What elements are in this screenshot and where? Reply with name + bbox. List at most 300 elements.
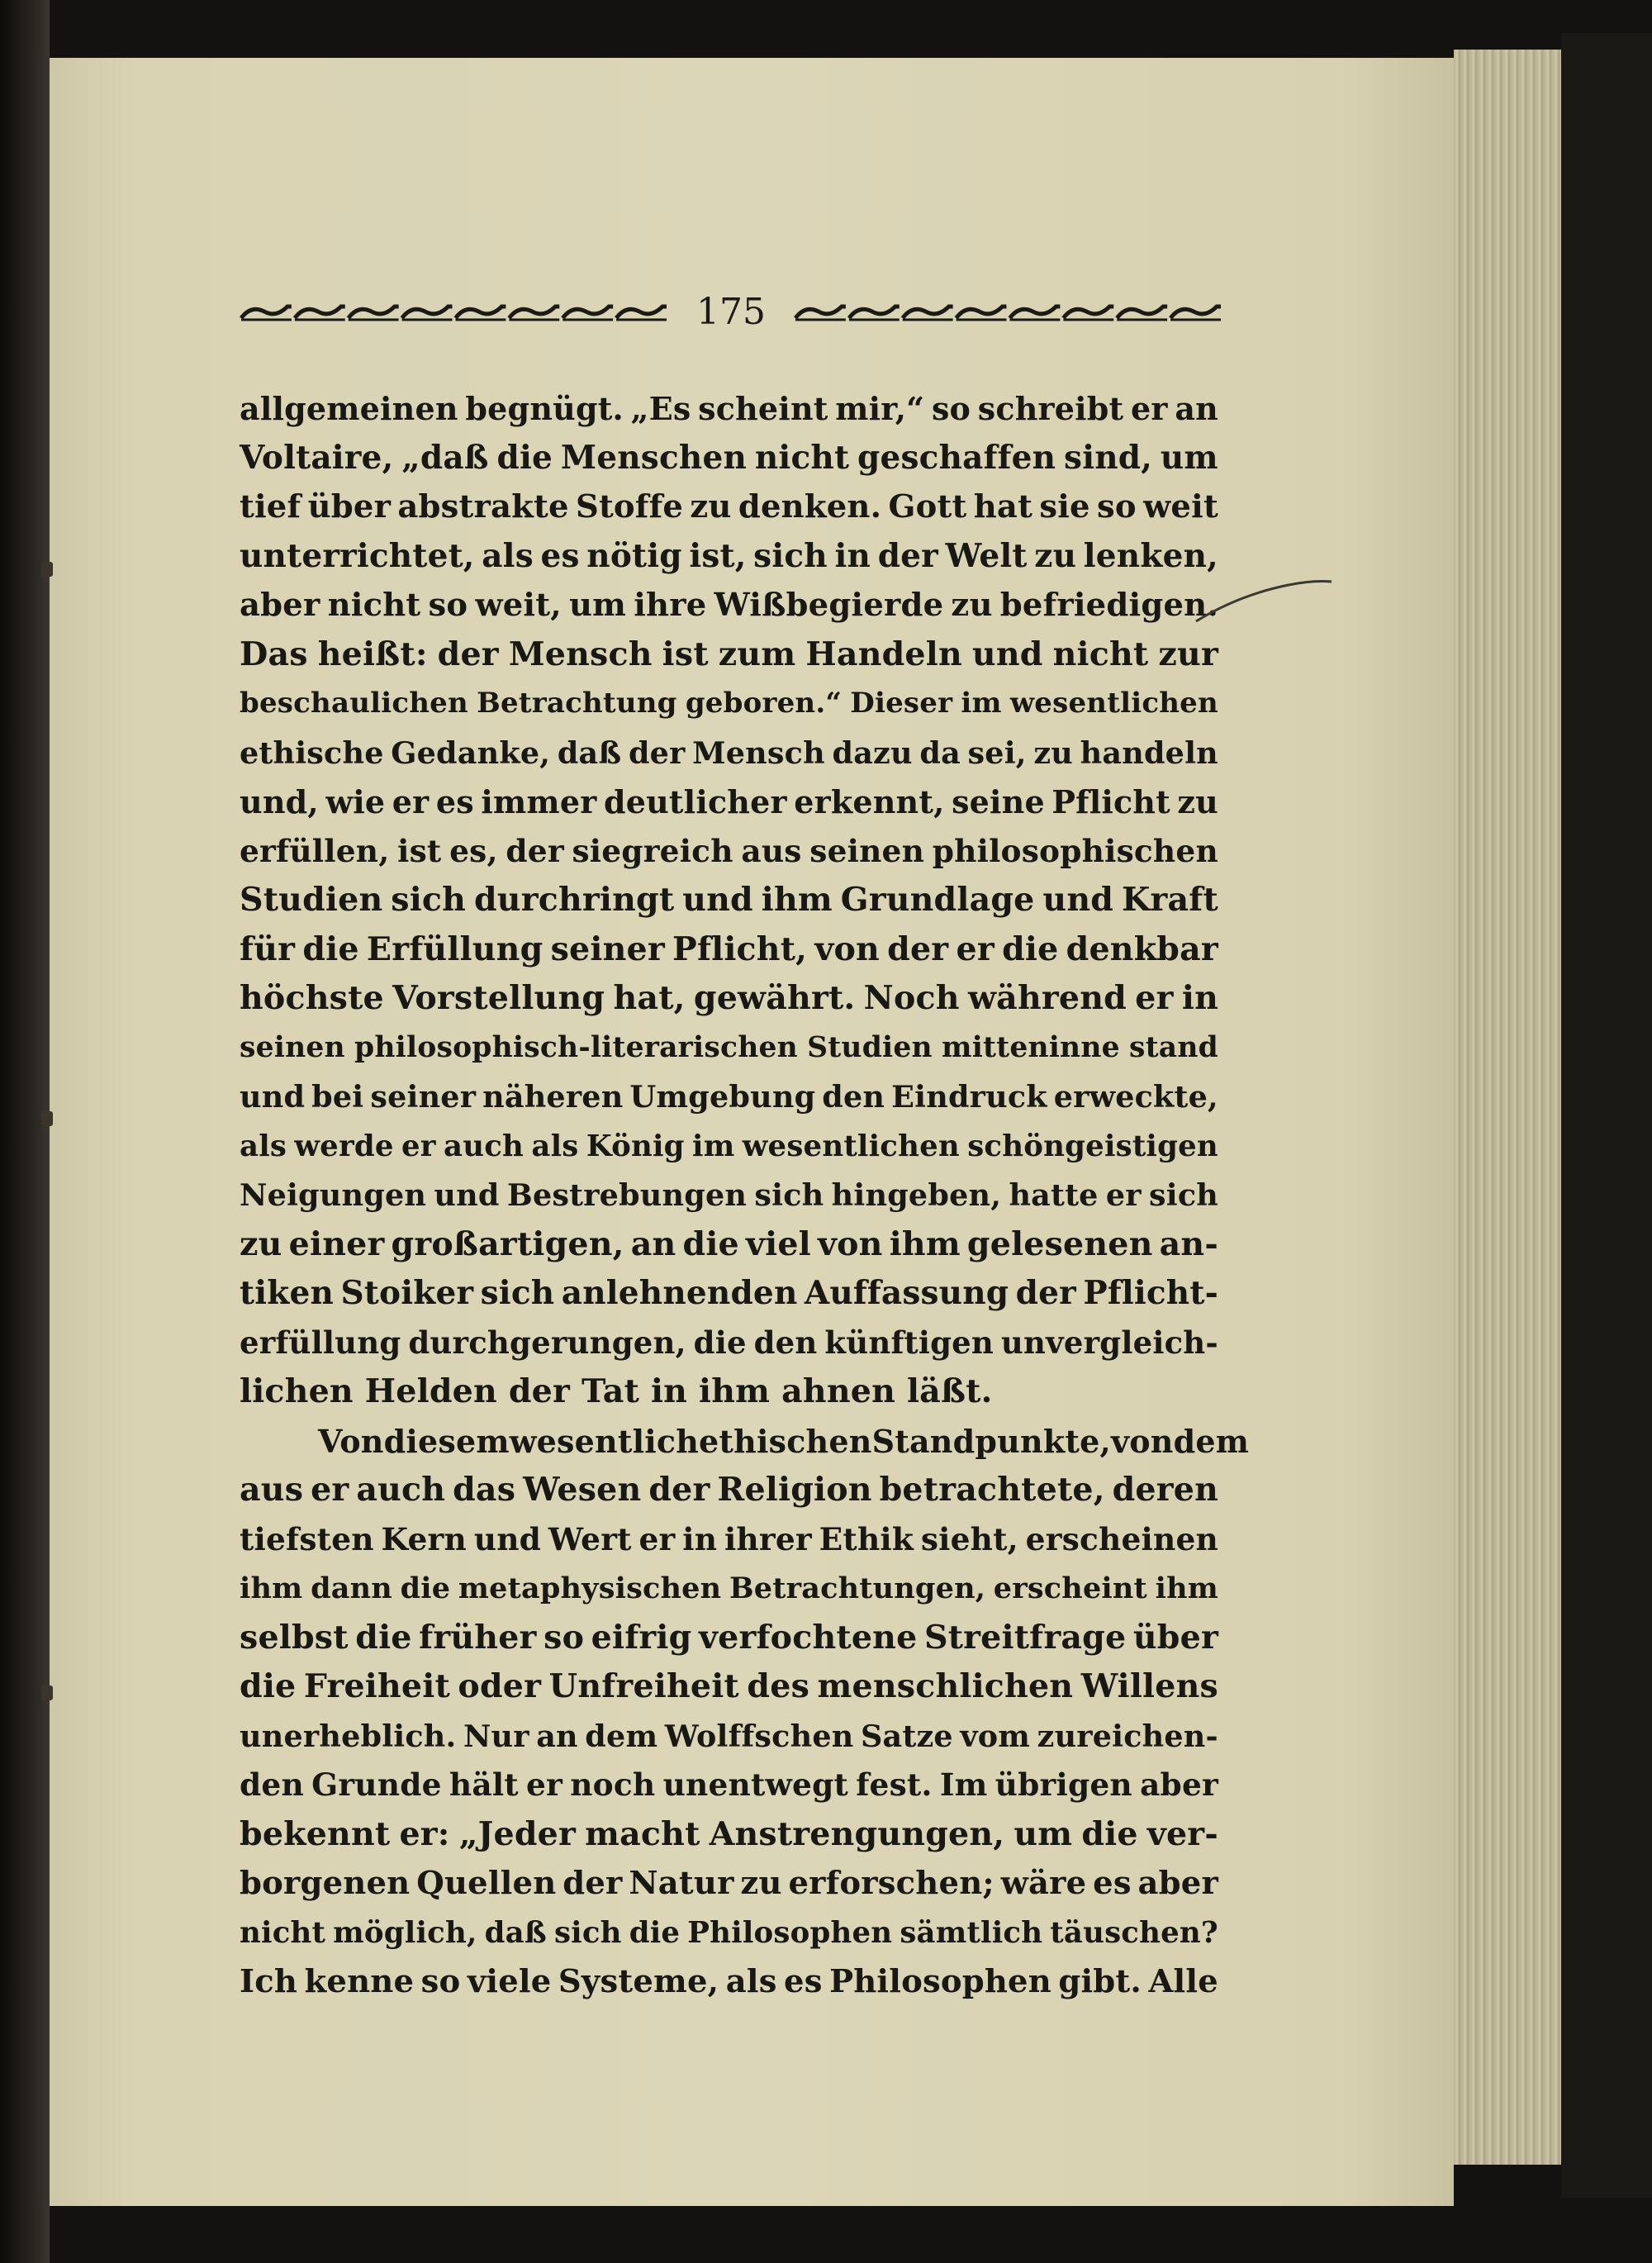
word: aus bbox=[240, 1471, 304, 1509]
word: allgemeinen bbox=[240, 390, 458, 427]
word: zu bbox=[1177, 783, 1218, 820]
running-header bbox=[240, 288, 1222, 337]
word: siegreich bbox=[572, 832, 733, 869]
word: seiner bbox=[550, 929, 665, 968]
word: begnügt. bbox=[465, 390, 624, 427]
word: Nur bbox=[463, 1718, 529, 1754]
word: durchgerungen, bbox=[408, 1324, 686, 1361]
word: selbst bbox=[240, 1618, 349, 1657]
text-line bbox=[240, 581, 1218, 630]
word: des bbox=[747, 1667, 810, 1705]
word: und bbox=[1042, 881, 1114, 919]
word: erweckte, bbox=[1053, 1079, 1218, 1115]
word: ist bbox=[662, 635, 709, 673]
word: menschlichen bbox=[817, 1667, 1074, 1705]
word: und bbox=[682, 881, 753, 919]
word: Studien bbox=[240, 881, 383, 919]
word: der bbox=[628, 735, 686, 771]
word: ihre bbox=[634, 587, 707, 624]
word: so bbox=[420, 1963, 461, 2000]
word: noch bbox=[570, 1766, 656, 1803]
word: seiner bbox=[370, 1079, 477, 1115]
word: Pflicht- bbox=[1083, 1274, 1218, 1312]
word: mir,“ bbox=[835, 390, 925, 427]
word: wäre bbox=[1000, 1865, 1087, 1902]
word: Wert bbox=[548, 1520, 632, 1557]
word: er bbox=[638, 1520, 676, 1557]
binding-stitch bbox=[41, 562, 53, 577]
word: ethischen bbox=[699, 1422, 872, 1460]
word: von bbox=[1110, 1422, 1174, 1460]
word: hat bbox=[973, 488, 1033, 525]
word: Pflicht, bbox=[672, 929, 808, 968]
word: Bestrebungen bbox=[506, 1177, 748, 1213]
word: „Es bbox=[630, 390, 691, 427]
word: sich bbox=[554, 1915, 622, 1950]
word: Ethik bbox=[819, 1520, 914, 1557]
word: in bbox=[1181, 979, 1218, 1017]
word: der bbox=[563, 1865, 623, 1902]
word: ethische bbox=[240, 735, 384, 771]
word: daß bbox=[557, 735, 622, 771]
word: nicht bbox=[1052, 635, 1149, 673]
word: zu bbox=[1034, 536, 1077, 575]
word: er bbox=[1105, 1177, 1142, 1213]
text-line: lichen Helden der Tat in ihm ahnen läßt. bbox=[240, 1372, 993, 1410]
word: Unfreiheit bbox=[548, 1667, 739, 1705]
word: es bbox=[784, 1963, 823, 2000]
word: die bbox=[1002, 929, 1059, 968]
book-page bbox=[50, 58, 1454, 2206]
word: einer bbox=[288, 1224, 385, 1263]
word: weit, bbox=[475, 587, 562, 624]
word: erkennt, bbox=[794, 783, 945, 820]
word: die bbox=[682, 1224, 739, 1263]
page-number: 175 bbox=[696, 291, 766, 333]
word: so bbox=[931, 390, 971, 427]
text-line bbox=[240, 1564, 1218, 1614]
word: ihrer bbox=[724, 1520, 812, 1557]
word: der bbox=[887, 929, 949, 968]
word: zu bbox=[1033, 735, 1073, 771]
word: Wißbegierde bbox=[714, 587, 944, 624]
word: der bbox=[877, 536, 938, 575]
word: er bbox=[401, 1129, 436, 1163]
word: Willens bbox=[1080, 1667, 1218, 1705]
word: unerheblich. bbox=[240, 1718, 457, 1754]
word: um bbox=[1160, 438, 1218, 477]
word: im bbox=[961, 687, 1002, 720]
word: dem bbox=[585, 1718, 658, 1754]
word: fest. bbox=[856, 1766, 933, 1803]
word: und, bbox=[240, 783, 319, 820]
word: ver- bbox=[1146, 1814, 1218, 1853]
word: die bbox=[1081, 1814, 1138, 1853]
word: Alle bbox=[1148, 1963, 1218, 2000]
word: er bbox=[526, 1766, 563, 1803]
word: Noch bbox=[863, 979, 960, 1017]
word: die bbox=[240, 1667, 297, 1705]
word: verfochtene bbox=[699, 1618, 918, 1657]
word: tiken bbox=[240, 1274, 335, 1312]
word: hingeben, bbox=[831, 1177, 1002, 1213]
word: eifrig bbox=[591, 1618, 692, 1657]
word: Vorstellung bbox=[392, 979, 605, 1017]
word: „Jeder bbox=[458, 1814, 576, 1853]
word: durchringt bbox=[473, 881, 675, 919]
text-line bbox=[240, 1417, 1250, 1467]
word: lenken, bbox=[1083, 536, 1218, 575]
word: ihm bbox=[889, 1224, 961, 1263]
word: Handeln bbox=[805, 635, 962, 673]
text-line bbox=[240, 974, 1218, 1024]
word: an bbox=[536, 1718, 578, 1754]
word: aber bbox=[1137, 1865, 1218, 1902]
word: Grunde bbox=[311, 1766, 442, 1803]
word: Systeme, bbox=[558, 1963, 719, 2000]
word: sämtlich bbox=[900, 1915, 1043, 1950]
word: handeln bbox=[1080, 735, 1218, 771]
word: zureichen- bbox=[1037, 1718, 1218, 1754]
word: Betrachtung bbox=[477, 687, 677, 720]
word: der bbox=[506, 832, 564, 869]
word: bei bbox=[311, 1079, 364, 1115]
word: Religion bbox=[717, 1471, 872, 1509]
text-line bbox=[240, 1171, 1218, 1220]
word: sie bbox=[1039, 488, 1090, 525]
word: Ich bbox=[240, 1963, 298, 2000]
word: sind, bbox=[1064, 438, 1153, 477]
left-header-ornament bbox=[240, 302, 668, 323]
word: und bbox=[240, 1079, 306, 1115]
word: zu bbox=[240, 1224, 282, 1263]
word: er bbox=[392, 783, 430, 820]
word: das bbox=[453, 1471, 516, 1509]
word: philosophischen bbox=[932, 832, 1218, 869]
word: wesentlichen bbox=[1009, 687, 1218, 720]
word: deutlicher bbox=[603, 783, 787, 820]
word: Standpunkte, bbox=[871, 1422, 1111, 1460]
word: Satze bbox=[861, 1718, 953, 1754]
word: und bbox=[971, 635, 1043, 673]
word: aber bbox=[240, 587, 320, 624]
word: von bbox=[814, 929, 880, 968]
word: täuschen? bbox=[1050, 1915, 1218, 1950]
word: abstrakte bbox=[397, 488, 569, 525]
word: Freiheit bbox=[303, 1667, 450, 1705]
word: oder bbox=[458, 1667, 542, 1705]
text-line bbox=[240, 679, 1218, 729]
text-line bbox=[240, 1269, 1218, 1319]
text-line bbox=[240, 1662, 1218, 1712]
word: sich bbox=[754, 1177, 824, 1213]
text-line bbox=[240, 1957, 1218, 2007]
word: schöngeistigen bbox=[967, 1129, 1218, 1163]
word: als bbox=[482, 536, 534, 575]
word: den bbox=[822, 1079, 885, 1115]
word: ist, bbox=[689, 536, 747, 575]
word: aus bbox=[741, 832, 802, 869]
word: König bbox=[586, 1129, 685, 1163]
word: die bbox=[302, 929, 359, 968]
word: da bbox=[919, 735, 961, 771]
text-line bbox=[240, 1909, 1218, 1958]
word: deren bbox=[1112, 1471, 1218, 1509]
word: erforschen; bbox=[788, 1865, 995, 1902]
word: so bbox=[544, 1618, 585, 1657]
word: hält bbox=[449, 1766, 519, 1803]
text-line bbox=[240, 630, 1218, 680]
word: der bbox=[437, 635, 499, 673]
word: es, bbox=[449, 832, 498, 869]
word: über bbox=[1132, 1618, 1218, 1657]
word: hat, bbox=[613, 979, 686, 1017]
word: gelesenen bbox=[966, 1224, 1153, 1263]
word: viele bbox=[467, 1963, 552, 2000]
binding-stitch bbox=[41, 1685, 53, 1700]
word: sei, bbox=[967, 735, 1027, 771]
text-line bbox=[240, 1712, 1218, 1761]
word: nicht bbox=[240, 1915, 326, 1950]
word: mitteninne bbox=[942, 1030, 1120, 1064]
word: an bbox=[1175, 390, 1218, 427]
word: Eindruck bbox=[891, 1079, 1047, 1115]
word: Gedanke, bbox=[391, 735, 551, 771]
text-line bbox=[240, 876, 1218, 925]
word: auch bbox=[356, 1471, 446, 1509]
word: tief bbox=[240, 488, 301, 525]
word: künftigen bbox=[824, 1324, 995, 1361]
word: borgenen bbox=[240, 1865, 411, 1902]
word: Anstrengungen, bbox=[709, 1814, 1005, 1853]
word: anlehnenden bbox=[561, 1274, 798, 1312]
word: Wesen bbox=[523, 1471, 642, 1509]
word: es bbox=[1093, 1865, 1132, 1902]
word: diesem bbox=[383, 1422, 510, 1460]
word: die bbox=[693, 1324, 747, 1361]
word: beschaulichen bbox=[240, 687, 468, 720]
word: Von bbox=[318, 1422, 384, 1460]
word: denkbar bbox=[1066, 929, 1218, 968]
text-line bbox=[240, 1220, 1218, 1270]
text-line bbox=[240, 1072, 1218, 1122]
word: aber bbox=[1140, 1766, 1218, 1803]
word: zu bbox=[740, 1865, 782, 1902]
word: von bbox=[817, 1224, 883, 1263]
word: scheint bbox=[698, 390, 828, 427]
word: seine bbox=[952, 783, 1045, 820]
word: nicht bbox=[327, 587, 421, 624]
word: zu bbox=[690, 488, 732, 525]
pencil-margin-mark bbox=[1189, 570, 1338, 628]
word: als bbox=[240, 1129, 287, 1163]
word: und bbox=[473, 1520, 542, 1557]
word: so bbox=[428, 587, 468, 624]
text-line bbox=[240, 1122, 1218, 1172]
word: es bbox=[435, 783, 474, 820]
word: betrachtete, bbox=[879, 1471, 1105, 1509]
word: auch bbox=[444, 1129, 525, 1163]
word: Voltaire, bbox=[240, 438, 394, 477]
word: geschaffen bbox=[857, 438, 1056, 477]
word: erscheint bbox=[993, 1571, 1147, 1605]
word: die bbox=[400, 1571, 451, 1605]
word: um bbox=[568, 587, 627, 624]
word: Kern bbox=[381, 1520, 467, 1557]
word: nicht bbox=[754, 438, 850, 477]
word: Erfüllung bbox=[366, 929, 544, 968]
word: für bbox=[240, 929, 296, 968]
word: Philosophen bbox=[687, 1915, 893, 1950]
word: ihm bbox=[761, 881, 833, 919]
word: Das bbox=[240, 635, 308, 673]
word: schreibt bbox=[977, 390, 1124, 427]
word: Mensch bbox=[508, 635, 653, 673]
word: sich bbox=[480, 1274, 555, 1312]
word: Dieser bbox=[850, 687, 953, 720]
word: die bbox=[355, 1618, 412, 1657]
word: weit bbox=[1143, 488, 1218, 525]
word: an- bbox=[1159, 1224, 1218, 1263]
word: sich bbox=[753, 536, 828, 575]
word: Stoffe bbox=[575, 488, 684, 525]
word: es bbox=[540, 536, 580, 575]
word: Quellen bbox=[416, 1865, 557, 1902]
word: übrigen bbox=[995, 1766, 1132, 1803]
text-line bbox=[240, 729, 1218, 778]
text-line bbox=[240, 1761, 1218, 1810]
word: im bbox=[692, 1129, 735, 1163]
word: ist bbox=[397, 832, 442, 869]
word: Gott bbox=[888, 488, 967, 525]
word: wesentlich bbox=[509, 1422, 700, 1460]
word: wie bbox=[325, 783, 386, 820]
word: dann bbox=[311, 1571, 392, 1605]
word: so bbox=[1097, 488, 1137, 525]
word: an bbox=[630, 1224, 676, 1263]
word: dazu bbox=[832, 735, 913, 771]
word: hatte bbox=[1009, 1177, 1099, 1213]
word: sich bbox=[391, 881, 467, 919]
word: Kraft bbox=[1121, 881, 1218, 919]
text-line bbox=[240, 777, 1218, 827]
word: in bbox=[682, 1520, 718, 1557]
word: er bbox=[311, 1471, 349, 1509]
word: Umgebung bbox=[629, 1079, 816, 1115]
word: erfüllen, bbox=[240, 832, 390, 869]
word: wesentlichen bbox=[742, 1129, 960, 1163]
word: daß bbox=[484, 1915, 547, 1950]
word: den bbox=[240, 1766, 304, 1803]
word: Auffassung bbox=[804, 1274, 1009, 1312]
text-line bbox=[240, 1466, 1218, 1515]
text-line bbox=[240, 827, 1218, 877]
word: philosophisch-literarischen bbox=[354, 1030, 798, 1064]
word: während bbox=[967, 979, 1127, 1017]
word: sieht, bbox=[920, 1520, 1018, 1557]
word: der bbox=[648, 1471, 710, 1509]
text-line bbox=[240, 1024, 1218, 1073]
word: Pflicht bbox=[1051, 783, 1170, 820]
word: ihm bbox=[1155, 1571, 1218, 1605]
body-text bbox=[240, 384, 1250, 2007]
word: zu bbox=[951, 587, 993, 624]
word: Streitfrage bbox=[924, 1618, 1127, 1657]
word: Menschen bbox=[560, 438, 748, 477]
word: Welt bbox=[945, 536, 1028, 575]
word: zum bbox=[718, 635, 796, 673]
word: Natur bbox=[629, 1865, 734, 1902]
word: tiefsten bbox=[240, 1520, 374, 1557]
text-line bbox=[240, 1614, 1218, 1663]
word: unvergleich- bbox=[1000, 1324, 1218, 1361]
text-line bbox=[240, 483, 1218, 532]
word: heißt: bbox=[317, 635, 428, 673]
text-line bbox=[240, 384, 1218, 434]
word: der bbox=[1015, 1274, 1076, 1312]
word: um bbox=[1014, 1814, 1073, 1853]
word: in bbox=[834, 536, 871, 575]
text-line bbox=[240, 434, 1218, 483]
book-cover-edge bbox=[1561, 33, 1652, 2198]
word: seinen bbox=[809, 832, 925, 869]
word: sich bbox=[1149, 1177, 1218, 1213]
word: unentwegt bbox=[662, 1766, 849, 1803]
word: Studien bbox=[807, 1030, 933, 1064]
word: erscheinen bbox=[1025, 1520, 1218, 1557]
word: Philosophen bbox=[829, 1963, 1051, 2000]
word: denken. bbox=[738, 488, 882, 525]
word: und bbox=[434, 1177, 500, 1213]
word: als bbox=[531, 1129, 579, 1163]
text-line bbox=[240, 1515, 1218, 1565]
text-line bbox=[240, 1319, 1218, 1368]
word: Neigungen bbox=[240, 1177, 427, 1213]
word: erfüllung bbox=[240, 1324, 401, 1361]
word: werde bbox=[294, 1129, 394, 1163]
word: „daß bbox=[401, 438, 489, 477]
word: als bbox=[725, 1963, 777, 2000]
binding-stitch bbox=[41, 1111, 53, 1126]
word: über bbox=[307, 488, 392, 525]
word: er bbox=[1131, 390, 1168, 427]
word: Mensch bbox=[692, 735, 825, 771]
word: geboren.“ bbox=[685, 687, 843, 720]
word: er bbox=[1135, 979, 1174, 1017]
word: befriedigen. bbox=[999, 587, 1218, 624]
word: Grundlage bbox=[840, 881, 1035, 919]
word: großartigen, bbox=[391, 1224, 624, 1263]
word: nötig bbox=[586, 536, 682, 575]
word: macht bbox=[585, 1814, 700, 1853]
word: er bbox=[956, 929, 995, 968]
word: früher bbox=[419, 1618, 537, 1657]
page-stack-edge bbox=[1454, 50, 1561, 2165]
left-page-edge bbox=[0, 0, 50, 2263]
text-line bbox=[240, 925, 1218, 975]
word: dem bbox=[1173, 1422, 1250, 1460]
word: viel bbox=[745, 1224, 811, 1263]
word: kenne bbox=[304, 1963, 415, 2000]
word: gibt. bbox=[1058, 1963, 1142, 2000]
word: näheren bbox=[482, 1079, 624, 1115]
word: den bbox=[753, 1324, 818, 1361]
word: immer bbox=[481, 783, 597, 820]
word: Wolffschen bbox=[664, 1718, 854, 1754]
word: Betrachtungen, bbox=[729, 1571, 986, 1605]
word: seinen bbox=[240, 1030, 345, 1064]
word: die bbox=[629, 1915, 681, 1950]
